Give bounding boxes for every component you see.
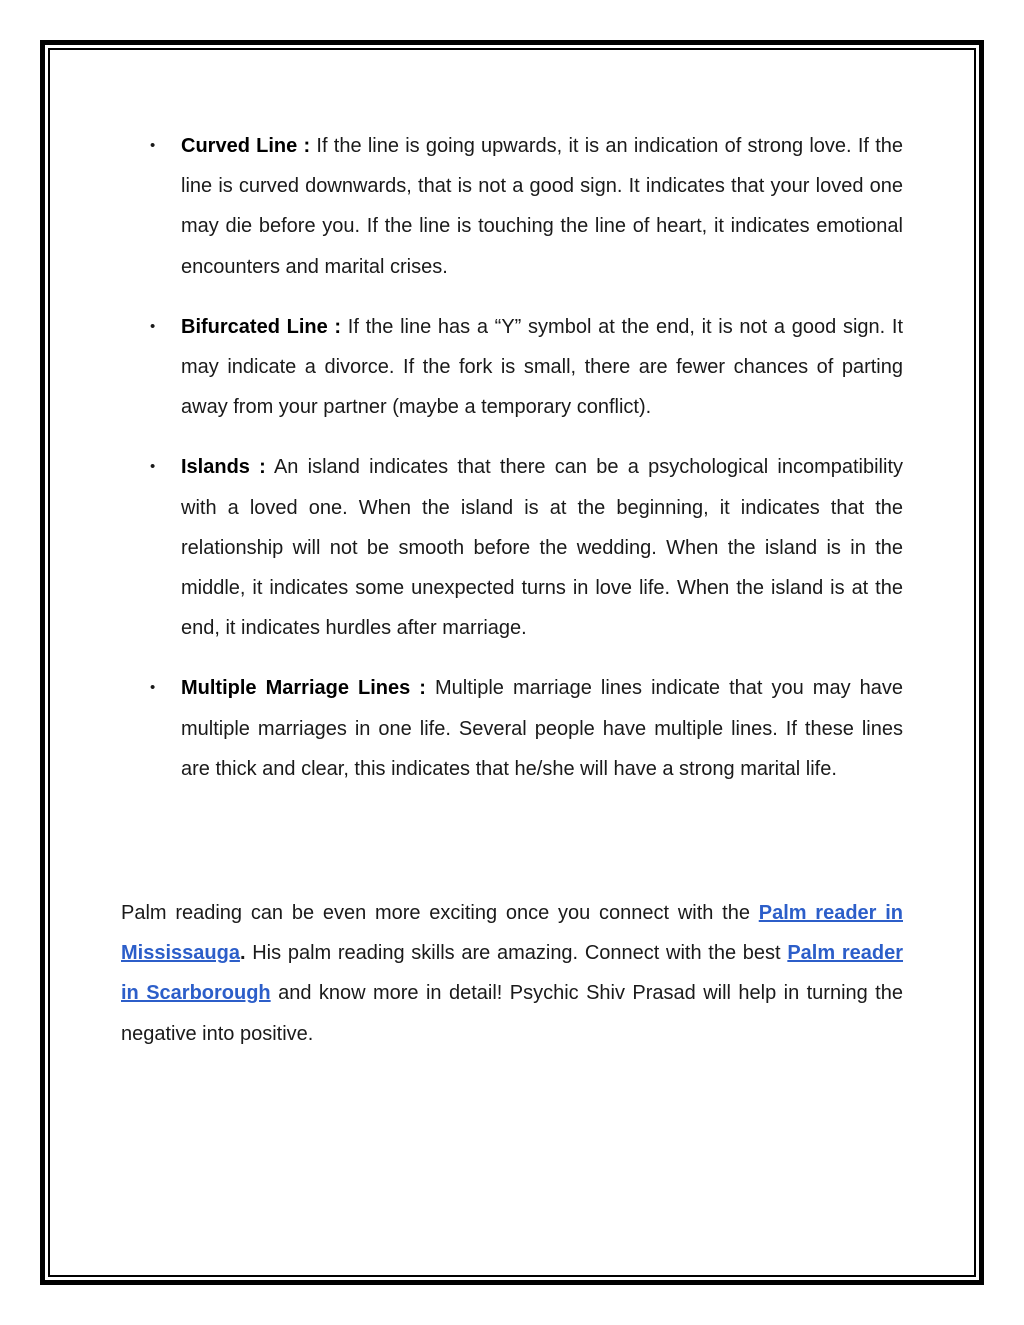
bullet-list [140, 126, 903, 809]
bullet-item-bifurcated-line [140, 307, 903, 428]
bullet-icon: • [150, 317, 156, 335]
bullet-text: Multiple marriage lines indicate that you may have multiple marriages in one life. Several people have multiple lines. If these lines are thick and clear, this indicates that he/she will have a strong marital life. [181, 677, 903, 780]
palm-reader-mississauga-link[interactable]: Palm reader in Mississauga [121, 902, 903, 965]
bullet-item-curved-line [140, 126, 903, 287]
bullet-icon: • [150, 458, 156, 476]
closing-text-part3: and know more in detail! Psychic Shiv Prasad will help in turning the negative into positive. [121, 982, 903, 1045]
bullet-item-multiple-marriage-lines [140, 668, 903, 789]
closing-paragraph [121, 893, 903, 1054]
bullet-item-islands [140, 447, 903, 648]
palm-reader-scarborough-link[interactable]: Palm reader in Scarborough [121, 942, 904, 1005]
bullet-text: If the line is going upwards, it is an indication of strong love. If the line is curved downwards, that is not a good sign. It indicates that your loved one may die before you. If the line is touching the line of heart, it indicates emotional encounters and marital crises. [181, 135, 904, 278]
bullet-text: An island indicates that there can be a psychological incompatibility with a loved one. When the island is at the beginning, it indicates that the relationship will not be smooth before the wedding. When the island is in the middle, it indicates some unexpected turns in love life. When the island is at the end, it indicates hurdles after marriage. [181, 456, 904, 640]
bullet-term: Curved Line : [181, 135, 311, 157]
closing-period: . [239, 942, 246, 965]
closing-text-part2: His palm reading skills are amazing. Connect with the best [252, 942, 781, 965]
closing-text-part1: Palm reading can be even more exciting once you connect with the [121, 902, 750, 924]
bullet-term: Bifurcated Line : [181, 315, 342, 338]
bullet-term: Multiple Marriage Lines : [181, 677, 426, 700]
bullet-term: Islands : [181, 456, 266, 479]
bullet-text: If the line has a “Y” symbol at the end, it is not a good sign. It may indicate a divorce. If the fork is small, there are fewer chances of parting away from your partner (maybe a temporary conflict). [181, 315, 903, 419]
bullet-icon: • [150, 137, 156, 154]
bullet-icon: • [150, 679, 156, 697]
